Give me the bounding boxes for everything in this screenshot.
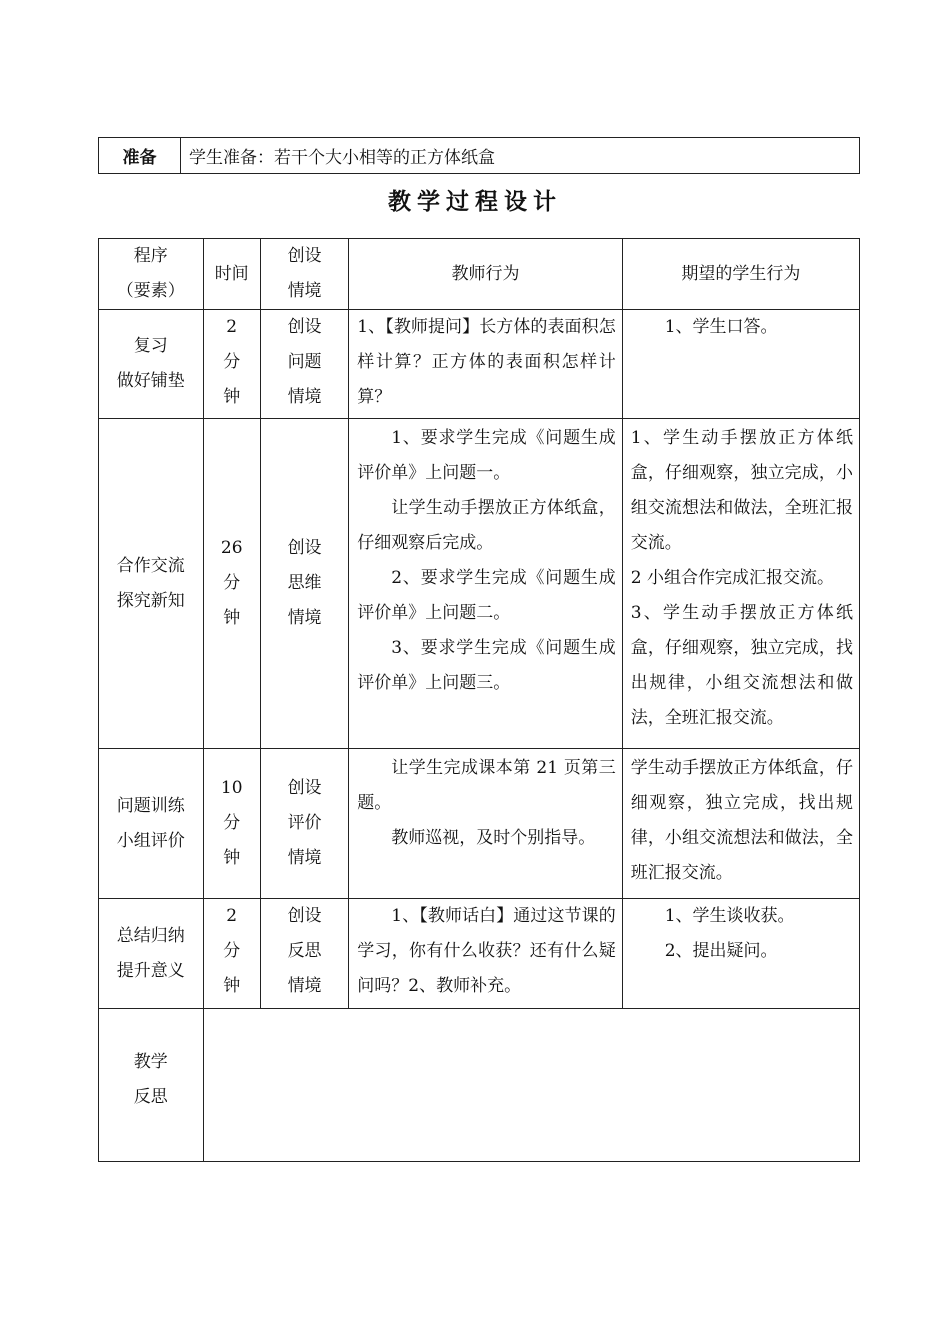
row3-student (622, 749, 859, 899)
row3-student-p1: 学生动手摆放正方体纸盒，仔细观察，独立完成，找出规律，小组交流想法和做法，全班汇报交流。 (630, 758, 853, 883)
row1-phase-line2: 做好铺垫 (116, 371, 185, 391)
row2-student-p3: 3、学生动手摆放正方体纸盒，仔细观察，独立完成，找出规律，小组交流想法和做法，全班汇报交流。 (630, 603, 853, 728)
row2-time-value: 26 (220, 538, 243, 558)
row4-context-line2: 反思 (287, 941, 322, 961)
preparation-table (98, 137, 860, 174)
row2-teacher-p1: 1、要求学生完成《问题生成评价单》上问题一。 (357, 428, 616, 483)
reflection-label-line2: 反思 (133, 1087, 168, 1107)
row2-teacher-p4: 3、要求学生完成《问题生成评价单》上问题三。 (357, 638, 616, 693)
row4-time (203, 899, 260, 1009)
row2-context-line2: 思维 (287, 573, 322, 593)
table-row (99, 310, 860, 419)
row3-context-line3: 情境 (287, 848, 322, 868)
row2-student-p2: 2 小组合作完成汇报交流。 (630, 568, 834, 588)
row1-time (203, 310, 260, 419)
row3-time-unit2: 钟 (223, 848, 241, 868)
row1-time-unit1: 分 (223, 352, 241, 372)
header-context-line2: 情境 (287, 281, 322, 301)
table-row (99, 419, 860, 749)
row1-context-line3: 情境 (287, 387, 322, 407)
row4-context-line1: 创设 (287, 906, 322, 926)
row2-phase (99, 419, 204, 749)
header-context (260, 239, 348, 310)
row3-time-value: 10 (220, 778, 243, 798)
header-teacher: 教师行为 (349, 239, 622, 310)
reflection-row (99, 1009, 860, 1162)
row1-teacher (349, 310, 622, 419)
row4-phase-line2: 提升意义 (116, 960, 185, 981)
row4-time-unit1: 分 (223, 941, 241, 961)
row1-phase (99, 310, 204, 419)
row3-time-unit1: 分 (223, 813, 241, 833)
row3-context (260, 749, 348, 899)
row4-context (260, 899, 348, 1009)
row1-student-p1: 1、学生口答。 (664, 317, 778, 337)
section-title: 教学过程设计 (388, 189, 562, 215)
prep-value: 学生准备：若干个大小相等的正方体纸盒 (181, 138, 860, 174)
row4-student (622, 899, 859, 1009)
row2-teacher-p2: 让学生动手摆放正方体纸盒，仔细观察后完成。 (357, 498, 616, 553)
row3-context-line1: 创设 (287, 778, 322, 798)
row4-context-line3: 情境 (287, 976, 322, 996)
row1-time-unit2: 钟 (223, 387, 241, 407)
row3-teacher (349, 749, 622, 899)
row4-teacher-p1: 1、【教师话白】通过这节课的学习，你有什么收获？还有什么疑问吗？2、教师补充。 (357, 906, 616, 996)
reflection-content (203, 1009, 859, 1162)
row1-phase-line1: 复习 (133, 336, 168, 356)
table-row (99, 899, 860, 1009)
row3-context-line2: 评价 (287, 813, 322, 833)
row2-context-line3: 情境 (287, 608, 322, 628)
header-row (99, 239, 860, 310)
row3-teacher-p2: 教师巡视，及时个别指导。 (391, 828, 596, 848)
reflection-label (99, 1009, 204, 1162)
row4-teacher (349, 899, 622, 1009)
row1-student (622, 310, 859, 419)
header-phase (99, 239, 204, 310)
header-time: 时间 (203, 239, 260, 310)
row2-time (203, 419, 260, 749)
row4-time-unit2: 钟 (223, 976, 241, 996)
row2-phase-line1: 合作交流 (116, 555, 185, 576)
row4-phase (99, 899, 204, 1009)
row4-phase-line1: 总结归纳 (116, 925, 185, 946)
row1-context (260, 310, 348, 419)
teaching-process-table (98, 238, 860, 1162)
row2-teacher (349, 419, 622, 749)
header-student: 期望的学生行为 (622, 239, 859, 310)
row2-time-unit1: 分 (223, 573, 241, 593)
header-phase-line2: （要素） (116, 281, 185, 301)
row3-time (203, 749, 260, 899)
row3-phase-line2: 小组评价 (116, 830, 185, 851)
header-context-line1: 创设 (287, 246, 322, 266)
row1-teacher-p1: 1、【教师提问】长方体的表面积怎样计算？正方体的表面积怎样计算？ (357, 317, 616, 407)
row2-context (260, 419, 348, 749)
row1-time-value: 2 (226, 317, 238, 337)
row2-context-line1: 创设 (287, 538, 322, 558)
row1-context-line2: 问题 (287, 352, 322, 372)
table-row (99, 749, 860, 899)
row1-context-line1: 创设 (287, 317, 322, 337)
row4-student-p2: 2、提出疑问。 (664, 941, 778, 961)
reflection-label-line1: 教学 (133, 1052, 168, 1072)
prep-label: 准备 (99, 138, 181, 174)
row2-student-p1: 1、学生动手摆放正方体纸盒，仔细观察，独立完成，小组交流想法和做法，全班汇报交流。 (630, 428, 853, 553)
row2-student (622, 419, 859, 749)
row2-time-unit2: 钟 (223, 608, 241, 628)
row4-time-value: 2 (226, 906, 238, 926)
header-phase-line1: 程序 (133, 246, 168, 266)
row3-phase-line1: 问题训练 (116, 795, 185, 816)
row4-student-p1: 1、学生谈收获。 (664, 906, 795, 926)
row3-teacher-p1: 让学生完成课本第 21 页第三题。 (357, 758, 616, 813)
row3-phase (99, 749, 204, 899)
row2-phase-line2: 探究新知 (116, 590, 185, 611)
row2-teacher-p3: 2、要求学生完成《问题生成评价单》上问题二。 (357, 568, 616, 623)
